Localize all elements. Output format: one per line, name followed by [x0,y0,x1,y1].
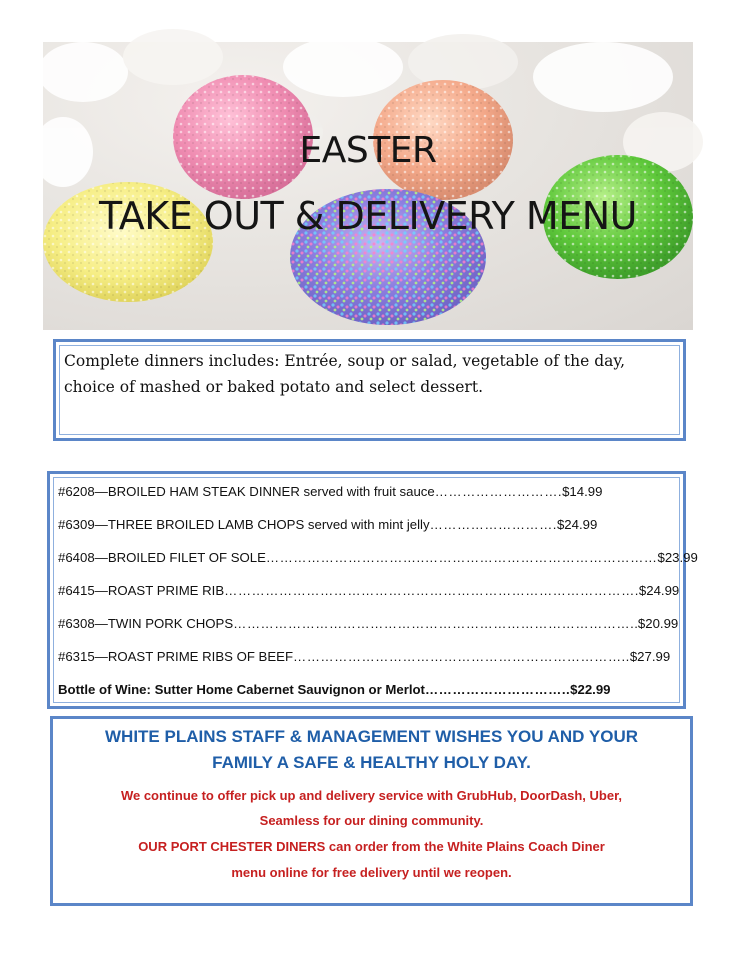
menu-item-leader: ……………………………………………………………………………. [233,616,635,631]
notice-line2: Seamless for our dining community. [259,813,484,828]
menu-item-price: $23.99 [657,550,698,565]
menu-item [58,550,698,574]
menu-item-leader: ………………………. [429,517,557,532]
menu-item-label: #6408—BROILED FILET OF SOLE [58,550,266,565]
menu-item-price: .$20.99 [634,616,679,631]
menu-item-label: #6208—BROILED HAM STEAK DINNER served with fruit sauce [58,484,435,499]
notice-line4: menu online for free delivery until we reopen. [231,865,512,880]
menu-item [58,583,680,607]
menu-item-label: Bottle of Wine: Sutter Home Cabernet Sauvignon or Merlot [58,682,425,697]
notice-heading-line2: FAMILY A SAFE & HEALTHY HOLY DAY. [212,753,531,772]
menu-item [58,517,628,541]
easter-hero-image [43,42,693,330]
menu-item-leader: ……………………………………………………………….. [293,649,630,664]
menu-item-leader: ………………………………………………………………………………. [224,583,639,598]
menu-item-label: #6315—ROAST PRIME RIBS OF BEEF [58,649,294,664]
notice-box [50,716,693,906]
menu-item-label: #6309—THREE BROILED LAMB CHOPS served with mint jelly [58,517,430,532]
menu-item-price: $24.99 [638,583,680,598]
menu-item-leader: ………………………. [434,484,563,499]
menu-item-leader: ………………………….. [424,682,571,697]
intro-box [53,339,686,441]
notice-heading-line1: WHITE PLAINS STAFF & MANAGEMENT WISHES YOU AND YOUR [105,727,638,746]
notice-line1: We continue to offer pick up and delivery service with GrubHub, DoorDash, Uber, [120,788,623,803]
menu-item-price: $22.99 [570,682,611,697]
menu-box [47,471,698,709]
menu-item-price: $14.99 [562,484,603,499]
menu-item-label: #6308—TWIN PORK CHOPS [58,616,234,631]
menu-item [58,484,628,508]
menu-item-leader: ……………………………..…………………………………………… [265,550,658,565]
intro-text: Complete dinners includes: Entrée, soup or salad, vegetable of the day, choice of mashed or baked potato and select dessert. [64,352,625,396]
menu-item-wine [58,682,658,706]
menu-item [58,649,671,673]
menu-item-price: $27.99 [629,649,671,664]
menu-item [58,616,679,640]
hero-title-line2: TAKE OUT & DELIVERY MENU [99,194,637,238]
notice-line3: OUR PORT CHESTER DINERS can order from the White Plains Coach Diner [138,839,605,854]
menu-item-price: $24.99 [556,517,598,532]
menu-item-label: #6415—ROAST PRIME RIB [58,583,225,598]
hero-title-line1: EASTER [299,130,437,171]
easter-eggs-illustration [43,42,693,330]
